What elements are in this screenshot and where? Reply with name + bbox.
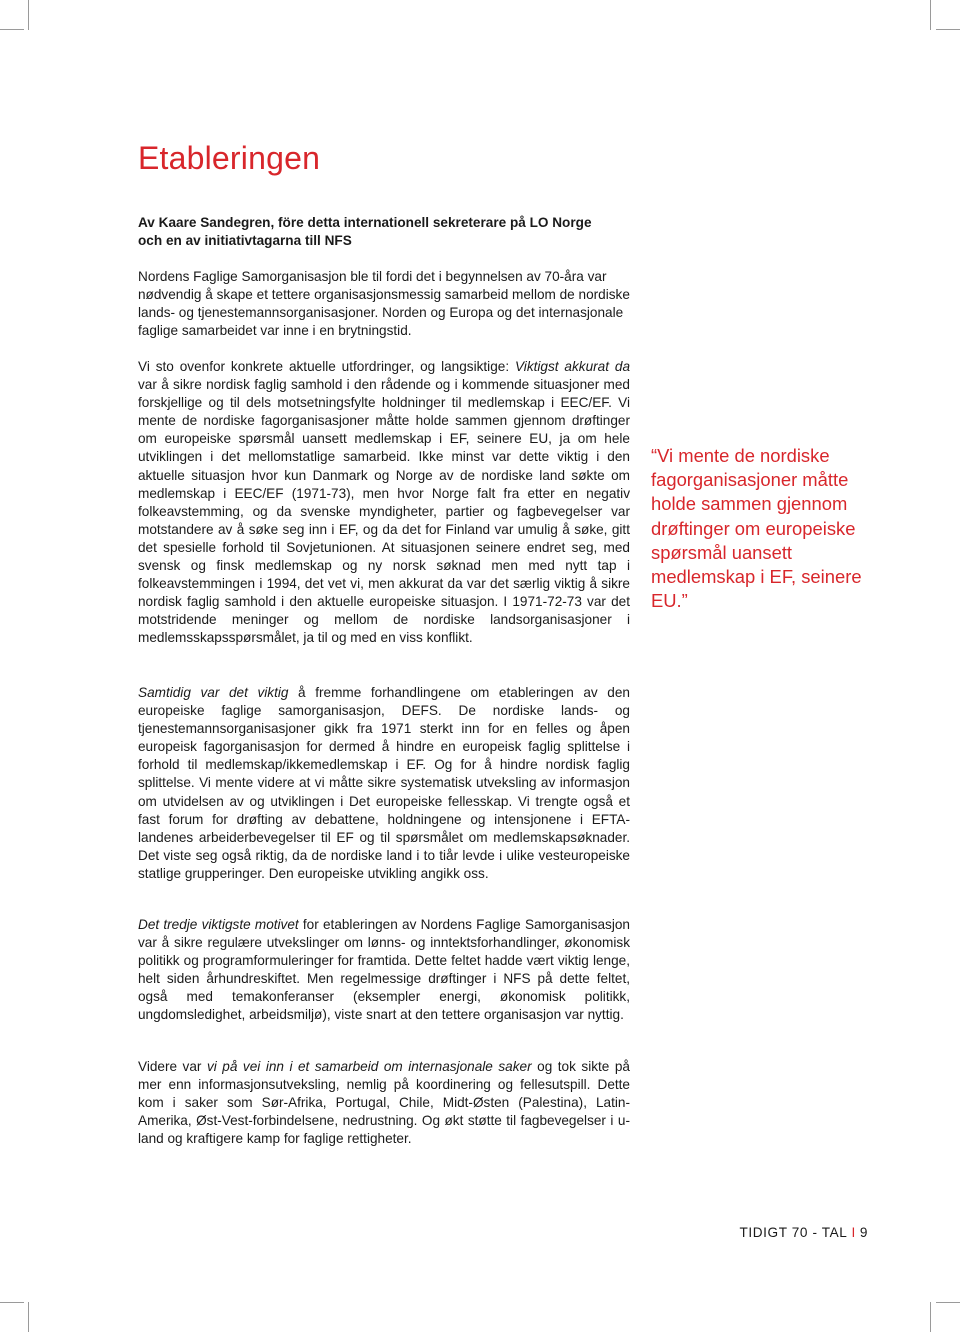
intro-text: Nordens Faglige Samorganisasjon ble til fordi det i begynnelsen av 70-åra var nødvendig å skape et tettere organisasjonsmessig samarbeid mellom de nordiske lands- og tjenestemannsorganisasjoner. Norden og Europa og det internasjonale faglige samarbeidet var inne i en brytningstid. [138,269,630,339]
p1-text-b: var å sikre nordisk faglig samhold i den rådende og i kommende situasjoner med forskjellige og til dels motsetningsfylte holdninger til medlemskap i EEC/EF. Vi mente de nordiske fagorganisasjoner måtte holde sammen gjennom drøftinger om europeiske spørsmål uansett medlemskap i EF, seinere EU, ja om hele utviklingen i det mellomstatlige samarbeid. Ikke minst var dette viktig i den aktuelle situasjon hvor kun Danmark og Norge av de nordiske land søkte om medlemskap i EEC/EF (1971-73), men hvor Norge falt fra etter en negativ folkeavstemming, og da svenske myndigheter, partier og fagbevegelser var motstandere av å søke seg inn i EF, og da det for Finland var umulig å søke, gitt det spesielle forhold til Sovjetunionen. At situasjonen seinere endret seg, med svensk og finsk medlemskap og ny norsk søknad men med nytt tap i folkeavstemmingen i 1994, det vet vi, men akkurat da var det særlig viktig å sikre nordisk faglig samhold i den aktuelle europeiske situasjon. I 1971-72-73 var det motstridende meninger og mellom de nordiske landsorganisasjoner i medlemsskapsspørsmålet, ja til og med en viss konflikt. [138,377,630,646]
p2-emphasis: Samtidig var det viktig [138,685,289,700]
p1-text-a: Vi sto ovenfor konkrete aktuelle utfordringer, og langsiktige: [138,359,515,374]
crop-mark-top-right [930,0,931,30]
crop-mark-right-bottom [936,1302,960,1303]
p2-text-b: å fremme forhandlingene om etableringen av den europeiske faglige samorganisasjon, DEFS. De nordiske lands- og tjenestemannsorganisasjoner gikk fra 1971 sterkt inn for en felles og åpen europeisk fagorganisasjon for dermed å hindre en europeisk faglig splittelse i forhold til medlemskap/ikkemedlemskap i EF. Og for å hindre nordisk faglig splittelse. Vi mente videre at vi måtte sikre systematisk utveksling av informasjon om utvidelsen av og utviklingen i Det europeiske fellesskap. Vi trengte også et fast forum for drøfting av debattene, holdningene og intensjonene i EFTA-landenes arbeiderbevegelser til EF og til spørsmålet om medlemskapsøknader. Det viste seg også riktig, da de nordiske land i to tiår levde i ulike vesteuropeiske statlige grupperinger. Den europeiske utvikling angikk oss. [138,685,630,881]
p4-text-b: og tok sikte på mer enn informasjonsutveksling, nemlig på koordinering og fellesutspill. Dette kom i saker som Sør-Afrika, Portugal, Chile, Midt-Østen (Palestina), Latin-Amerika, Øst-Vest-forbindelsene, nedrustning. Og økt støtte til fagbevegelser i u-land og kraftigere kamp for faglige rettigheter. [138,1059,630,1147]
crop-mark-bottom-left [28,1302,29,1332]
p4-text-a: Videre var [138,1059,207,1074]
body-paragraph-2 [138,684,630,883]
page-footer [739,1225,868,1240]
crop-mark-top-left [28,0,29,30]
article-byline [138,214,638,250]
page-number: 9 [859,1225,868,1240]
p3-text-b: for etableringen av Nordens Faglige Samorganisasjon var å sikre regulære utvekslinger om lønns- og inntektsforhandlinger, økonomisk politikk og programformuleringer for framtida. Dette feltet hadde vært viktig lenge, helt siden århundreskiftet. Men regelmessige drøftinger i NFS på dette feltet, også med temakonferanser (eksempler energi, økonomisk politikk, ungdomsledighet, arbeidsmiljø), viste snart at den tettere organisasjon var nyttig. [138,917,630,1023]
p3-emphasis: Det tredje viktigste motivet [138,917,299,932]
intro-paragraph [138,268,630,340]
footer-separator: I [851,1225,856,1240]
article-title: Etableringen [138,140,321,176]
pull-quote: “Vi mente de nordiske fagorganisasjoner måtte holde sammen gjennom drøftinger om europeiske spørsmål uansett medlemskap i EF, seinere EU.” [651,445,862,612]
crop-mark-bottom-right [930,1302,931,1332]
crop-mark-left-top [0,29,24,30]
body-paragraph-3 [138,916,630,1025]
p4-emphasis: vi på vei inn i et samarbeid om internasjonale saker [206,1059,532,1074]
body-paragraph-1 [138,358,630,648]
crop-mark-right-top [936,29,960,30]
body-paragraph-4 [138,1058,630,1148]
byline-line-1: Av Kaare Sandegren, före detta internationell sekreterare på LO Norge [138,215,592,230]
byline-line-2: och en av initiativtagarna till NFS [138,233,352,248]
crop-mark-left-bottom [0,1302,24,1303]
footer-publication: TIDIGT 70 - TAL [739,1225,848,1240]
p1-emphasis: Viktigst akkurat da [514,359,630,374]
